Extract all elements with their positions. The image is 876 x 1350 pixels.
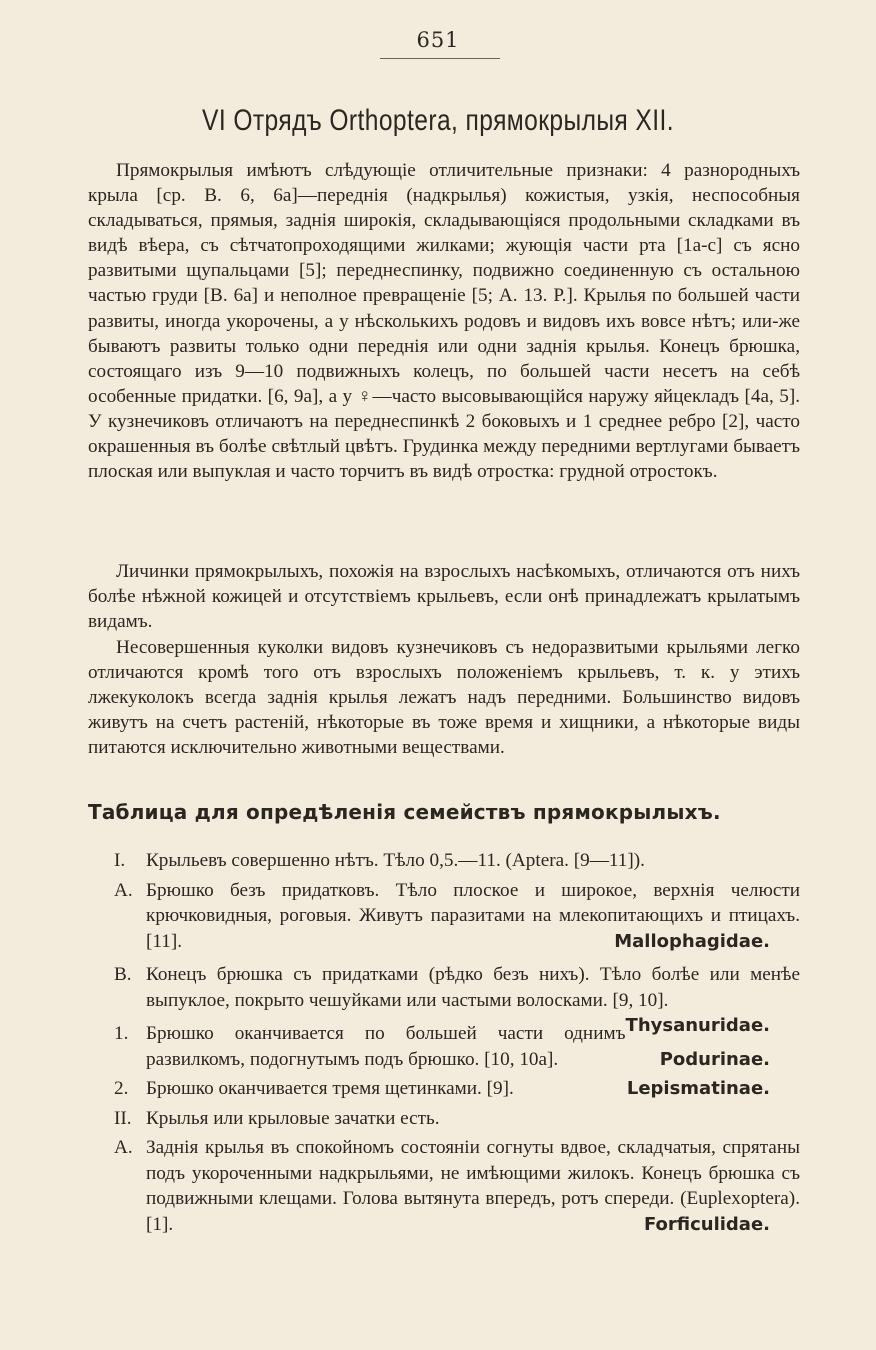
family-name: Thysanuridae.	[625, 1015, 770, 1036]
key-entry	[88, 1106, 800, 1132]
entry-text: Крылья или крыловые зачатки есть.	[146, 1107, 440, 1129]
entry-mark: 2.	[114, 1078, 129, 1099]
key-entry	[88, 1021, 800, 1072]
key-entry	[88, 1135, 800, 1237]
section-title: VI Отрядъ Orthoptera, прямокрылыя XII.	[202, 104, 674, 137]
entry-mark: A.	[114, 1137, 133, 1158]
paragraph-1: Прямокрылыя имѣютъ слѣдующіе отличительные признаки: 4 разнородныхъ крыла [ср. В. 6, 6а]—переднія (надкрылья) кожистыя, узкія, неспособныя складываться, прямыя, заднія широкія, складывающіяся продольными складками въ видѣ вѣера, съ сѣтчатопроходящими жилками; жующія части рта [1а-с] съ ясно развитыми щупальцами [5]; переднеспинку, подвижно соединенную съ остальною частью груди [В. 6а] и неполное превращеніе [5; А. 13. Р.]. Крылья по большей части развиты, иногда укорочены, а у нѣсколькихъ родовъ и видовъ ихъ вовсе нѣтъ; или-же бываютъ развиты только одни переднія или одни заднія крылья. Конецъ брюшка, состоящаго изъ 9—10 подвижныхъ колецъ, по большей части несетъ на себѣ особенные придатки. [6, 9а], а у ♀—часто высовывающійся наружу яйцекладъ [4а, 5]. У кузнечиковъ отличаютъ на переднеспинкѣ 2 боковыхъ и 1 среднее ребро [2], часто окрашенныя въ болѣе свѣтлый цвѣтъ. Грудинка между передними вертлугами бываетъ плоская или выпуклая и часто торчитъ въ видѣ отростка: грудной отростокъ.	[88, 160, 800, 483]
page-number-rule	[380, 58, 500, 59]
table-heading: Таблица для опредѣленія семействъ прямокрылыхъ.	[88, 800, 721, 824]
family-name: Forficulidae.	[643, 1213, 770, 1235]
page-number: 651	[416, 28, 460, 52]
key-entry	[88, 878, 800, 955]
paragraph-2: Личинки прямокрылыхъ, похожія на взрослыхъ насѣкомыхъ, отличаются отъ нихъ болѣе нѣжной кожицей и отсутствіемъ крыльевъ, если онѣ принадлежатъ крылатымъ видамъ.	[88, 561, 800, 633]
key-entry	[88, 848, 800, 874]
family-name: Podurinae.	[659, 1048, 770, 1070]
entry-text: Брюшко безъ придатковъ. Тѣло плоское и широкое, верхнія челюсти крючковидныя, роговыя. Живутъ паразитами на млекопитающихъ и птицахъ. [11].	[146, 879, 800, 952]
paragraph-3: Несовершенныя куколки видовъ кузнечиковъ съ недоразвитыми крыльями легко отличаются кромѣ того отъ взрослыхъ положеніемъ крыльевъ, т. к. у этихъ лжекуколокъ всегда заднія крылья лежатъ надъ передними. Большинство видовъ живутъ на счетъ растеній, нѣкоторые въ тоже время и хищники, а нѣкоторые виды питаются исключительно животными веществами.	[88, 637, 800, 759]
key-entry	[88, 962, 800, 1036]
family-name: Lepismatinae.	[626, 1078, 770, 1099]
entry-mark: I.	[114, 850, 126, 871]
family-name: Mallophagidae.	[614, 930, 770, 952]
entry-text: Брюшко оканчивается по большей части однимъ развилкомъ, подогнутымъ подъ брюшко. [10, 10а].	[146, 1023, 626, 1070]
entry-text: Заднія крылья въ спокойномъ состояніи согнуты вдвое, складчатыя, спрятаны подъ укороченными надкрыльями, не имѣющими жилокъ. Конецъ брюшка съ подвижными клещами. Голова вытянута впередъ, ротъ спереди. (Euplexoptera). [1].	[146, 1137, 800, 1235]
entry-mark: A.	[114, 879, 133, 901]
key-entries	[88, 848, 800, 1241]
entry-mark: II.	[114, 1107, 132, 1129]
entry-mark: B.	[114, 964, 132, 985]
entry-mark: 1.	[114, 1023, 129, 1044]
entry-text: Крыльевъ совершенно нѣтъ. Тѣло 0,5.—11. (Aptera. [9—11]).	[146, 850, 645, 871]
entry-text: Брюшко оканчивается тремя щетинками. [9].	[146, 1078, 514, 1099]
entry-text: Конецъ брюшка съ придатками (рѣдко безъ нихъ). Тѣло болѣе или менѣе выпуклое, покрыто чешуйками или частыми волосками. [9, 10].	[146, 964, 800, 1011]
key-entry	[88, 1076, 800, 1102]
